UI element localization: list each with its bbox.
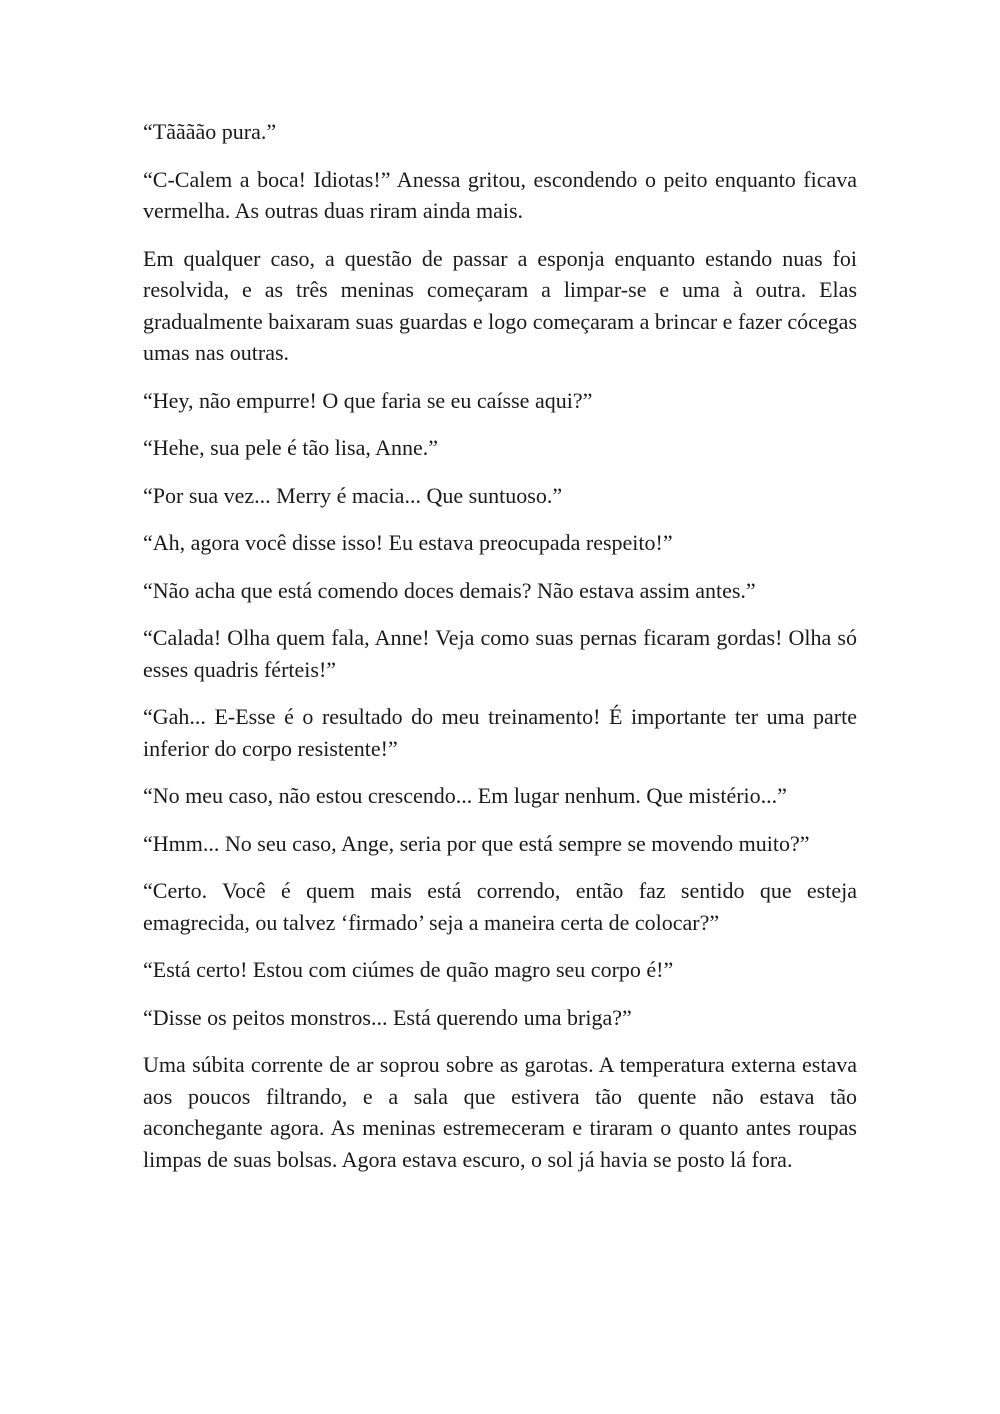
paragraph: “Gah... E-Esse é o resultado do meu treinamento! É importante ter uma parte inferior do corpo resistente!” xyxy=(143,704,857,761)
paragraph: Uma súbita corrente de ar soprou sobre as garotas. A temperatura externa estava aos poucos filtrando, e a sala que estivera tão quente não estava tão aconchegante agora. As meninas estremeceram e tiraram o quanto antes roupas limpas de suas bolsas. Agora estava escuro, o sol já havia se posto lá fora. xyxy=(143,1052,857,1172)
paragraph: “Tãããão pura.” xyxy=(143,119,277,144)
paragraph: “Hey, não empurre! O que faria se eu caísse aqui?” xyxy=(143,387,593,413)
paragraph: “Está certo! Estou com ciúmes de quão magro seu corpo é!” xyxy=(143,957,674,982)
paragraph: “Ah, agora você disse isso! Eu estava preocupada respeito!” xyxy=(143,530,673,555)
paragraph: “Disse os peitos monstros... Está querendo uma briga?” xyxy=(143,1004,632,1030)
paragraph: Em qualquer caso, a questão de passar a esponja enquanto estando nuas foi resolvida, e as três meninas começaram a limpar-se e uma à outra. Elas gradualmente baixaram suas guardas e logo começaram a brincar e fazer cócegas umas nas outras. xyxy=(143,245,858,365)
paragraph: “Hmm... No seu caso, Ange, seria por que está sempre se movendo muito?” xyxy=(143,830,810,856)
paragraph: “No meu caso, não estou crescendo... Em lugar nenhum. Que mistério...” xyxy=(143,783,787,808)
paragraph: “C-Calem a boca! Idiotas!” Anessa gritou, escondendo o peito enquanto ficava vermelha. As outras duas riram ainda mais. xyxy=(143,166,857,223)
paragraph: “Não acha que está comendo doces demais? Não estava assim antes.” xyxy=(143,577,756,603)
paragraph: “Por sua vez... Merry é macia... Que suntuoso.” xyxy=(143,482,563,508)
paragraph: “Calada! Olha quem fala, Anne! Veja como suas pernas ficaram gordas! Olha só esses quadris férteis!” xyxy=(143,625,857,682)
document-page xyxy=(143,116,857,1191)
paragraph: “Hehe, sua pele é tão lisa, Anne.” xyxy=(143,435,439,460)
paragraph: “Certo. Você é quem mais está correndo, então faz sentido que esteja emagrecida, ou talvez ‘firmado’ seja a maneira certa de colocar?” xyxy=(143,878,857,935)
